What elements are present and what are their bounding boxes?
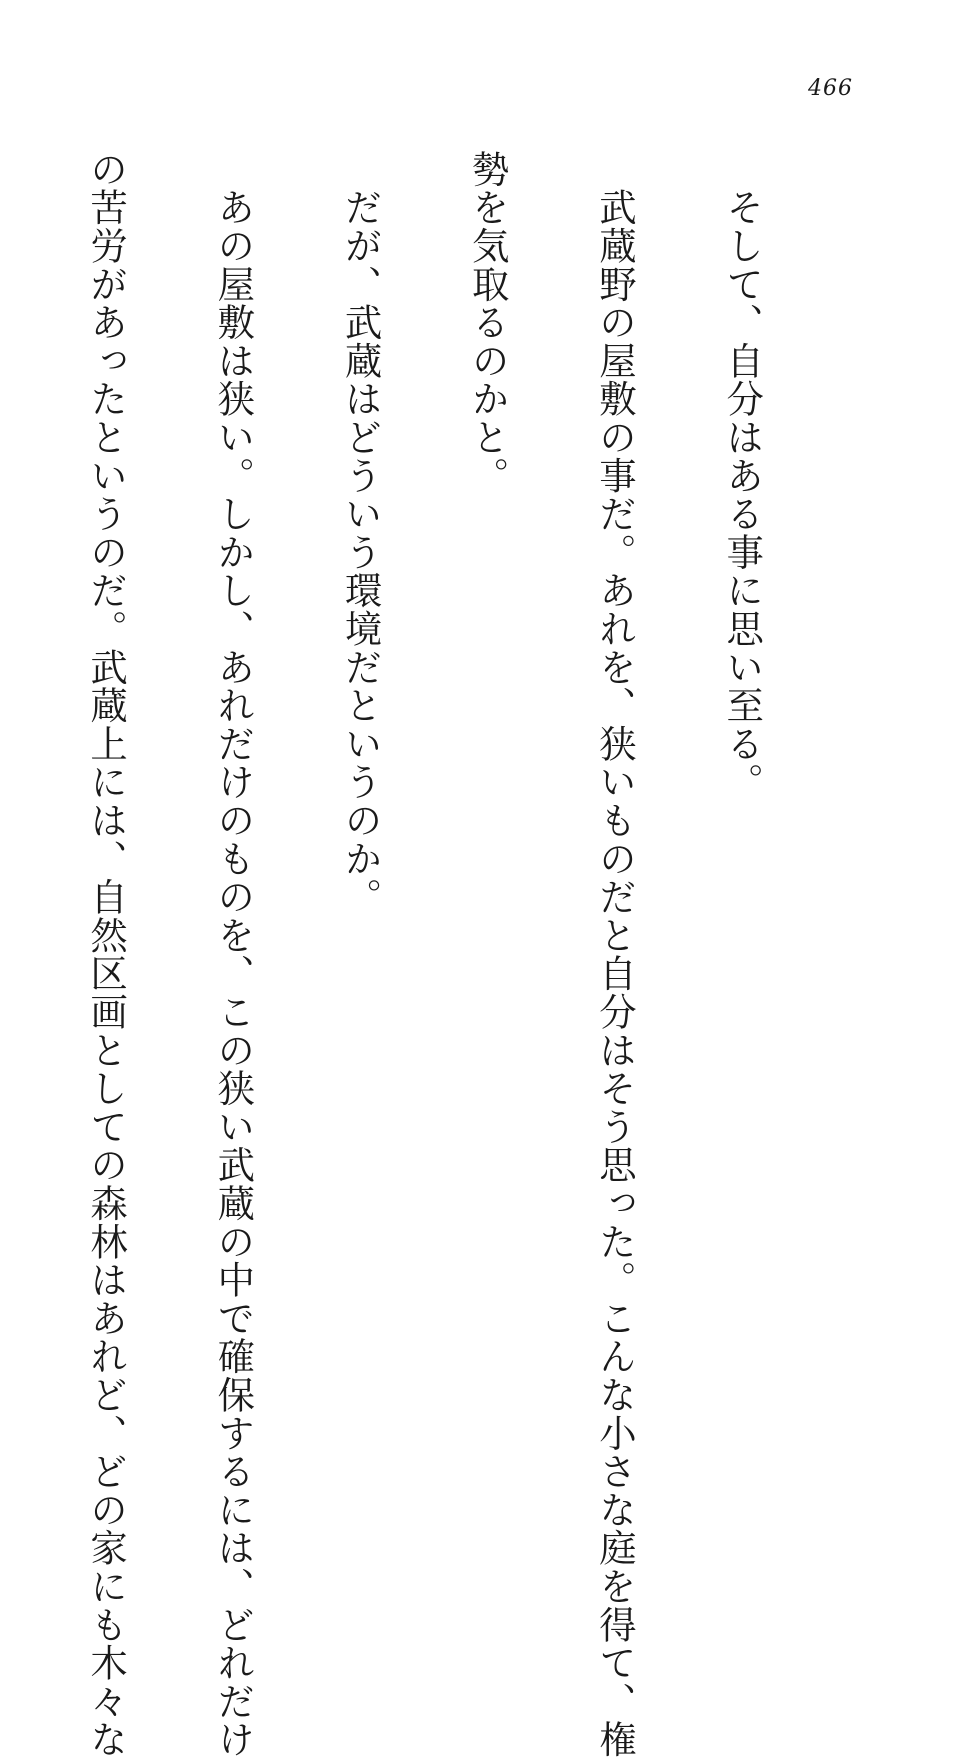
body-text	[0, 150, 848, 1759]
text-line: あの屋敷は狭い。しかし、あれだけのものを、この狭い武蔵の中で確保するには、どれだけ	[211, 150, 256, 1759]
text-line: そして、自分はある事に思い至る。	[720, 150, 765, 802]
text-line: 武蔵野の屋敷の事だ。あれを、狭いものだと自分はそう思った。こんな小さな庭を得て、権	[592, 150, 637, 1759]
text-line: 勢を気取るのかと。	[465, 150, 510, 495]
text-line: だが、武蔵はどういう環境だというのか。	[338, 150, 383, 916]
text-line: の苦労があったというのだ。武蔵上には、自然区画としての森林はあれど、どの家にも木々な	[84, 150, 129, 1759]
page-number: 466	[808, 76, 853, 101]
